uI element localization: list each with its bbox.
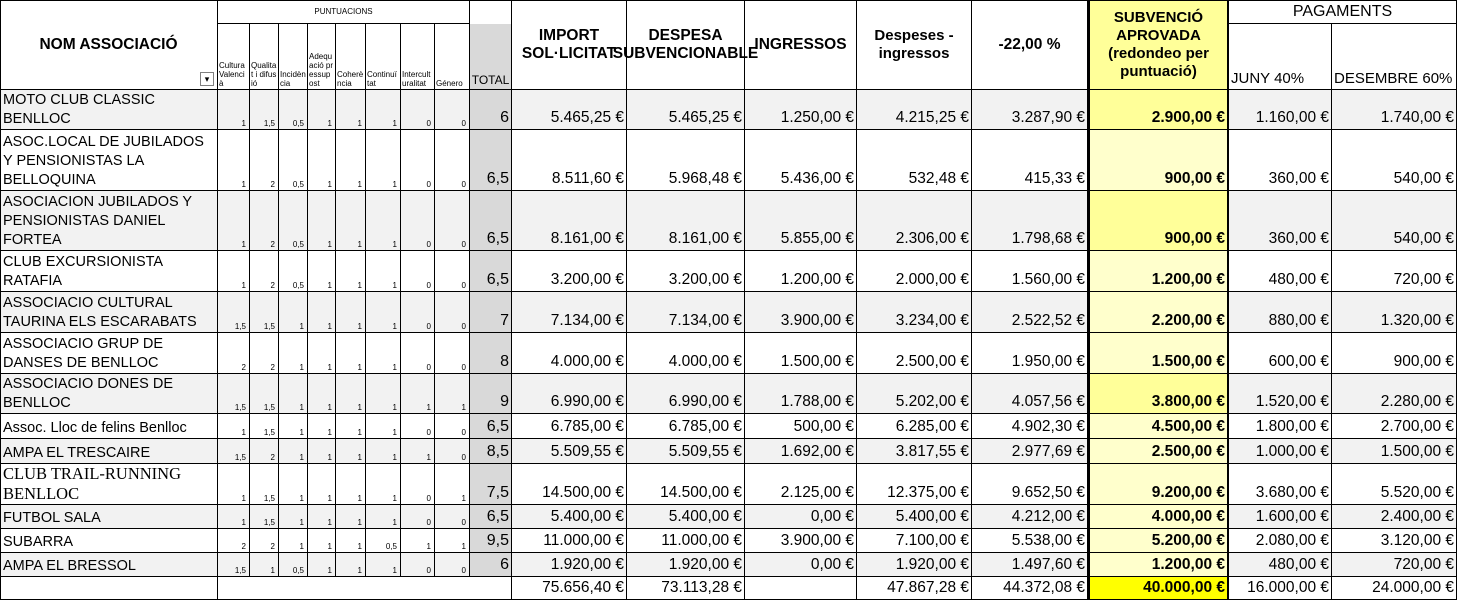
header-criteri-4[interactable]: Adequació pressupost (308, 24, 336, 90)
total-cell[interactable]: 6,5 (470, 191, 512, 251)
total-cell[interactable]: 8,5 (470, 439, 512, 464)
despesa-subvencionable-cell[interactable]: 5.968,48 € (627, 130, 745, 191)
score-cell[interactable]: 0 (401, 505, 435, 529)
score-cell[interactable]: 1 (366, 191, 401, 251)
association-name[interactable]: Assoc. Lloc de felins Benlloc (0, 414, 218, 439)
score-cell[interactable]: 1 (218, 191, 250, 251)
import-solicitat-cell[interactable]: 6.990,00 € (512, 374, 627, 414)
score-cell[interactable]: 0 (401, 90, 435, 130)
despesa-subvencionable-cell[interactable]: 1.920,00 € (627, 553, 745, 577)
juny-40-cell[interactable]: 1.000,00 € (1229, 439, 1332, 464)
despeses-ingressos-cell[interactable]: 5.400,00 € (857, 505, 972, 529)
score-cell[interactable]: 1,5 (250, 90, 279, 130)
score-cell[interactable]: 1 (218, 464, 250, 505)
score-cell[interactable]: 0,5 (279, 90, 308, 130)
association-name[interactable]: SUBARRA (0, 529, 218, 553)
subvencio-aprovada-cell[interactable]: 2.200,00 € (1088, 292, 1229, 333)
desembre-60-cell[interactable]: 720,00 € (1332, 251, 1457, 292)
ingressos-cell[interactable]: 5.855,00 € (745, 191, 857, 251)
score-cell[interactable]: 1 (279, 292, 308, 333)
total-cell[interactable]: 7 (470, 292, 512, 333)
percent-22-cell[interactable]: 2.977,69 € (972, 439, 1088, 464)
score-cell[interactable]: 0 (401, 251, 435, 292)
total-import-solicitat[interactable]: 75.656,40 € (512, 577, 627, 600)
score-cell[interactable]: 1 (308, 414, 336, 439)
header-criteri-2[interactable]: Qualitat i difusió (250, 24, 279, 90)
score-cell[interactable]: 0,5 (279, 553, 308, 577)
subvencio-aprovada-cell[interactable]: 900,00 € (1088, 130, 1229, 191)
score-cell[interactable]: 2 (250, 130, 279, 191)
juny-40-cell[interactable]: 1.520,00 € (1229, 374, 1332, 414)
score-cell[interactable]: 1 (366, 374, 401, 414)
score-cell[interactable]: 1 (401, 529, 435, 553)
juny-40-cell[interactable]: 880,00 € (1229, 292, 1332, 333)
ingressos-cell[interactable]: 1.200,00 € (745, 251, 857, 292)
score-cell[interactable]: 0 (401, 191, 435, 251)
juny-40-cell[interactable]: 360,00 € (1229, 130, 1332, 191)
score-cell[interactable]: 1 (366, 414, 401, 439)
score-cell[interactable]: 1 (401, 374, 435, 414)
score-cell[interactable]: 2 (250, 439, 279, 464)
despeses-ingressos-cell[interactable]: 6.285,00 € (857, 414, 972, 439)
header-criteri-7[interactable]: Interculturalitat (401, 24, 435, 90)
ingressos-cell[interactable]: 1.250,00 € (745, 90, 857, 130)
score-cell[interactable]: 1,5 (250, 374, 279, 414)
total-desembre-60[interactable]: 24.000,00 € (1332, 577, 1457, 600)
despeses-ingressos-cell[interactable]: 12.375,00 € (857, 464, 972, 505)
score-cell[interactable]: 1 (308, 130, 336, 191)
despeses-ingressos-cell[interactable]: 3.817,55 € (857, 439, 972, 464)
header-criteri-1[interactable]: Cultura Valencià (218, 24, 250, 90)
desembre-60-cell[interactable]: 1.740,00 € (1332, 90, 1457, 130)
despesa-subvencionable-cell[interactable]: 5.465,25 € (627, 90, 745, 130)
score-cell[interactable]: 1 (366, 439, 401, 464)
total-ingressos[interactable] (745, 577, 857, 600)
despesa-subvencionable-cell[interactable]: 4.000,00 € (627, 333, 745, 374)
score-cell[interactable]: 1 (435, 464, 470, 505)
despesa-subvencionable-cell[interactable]: 3.200,00 € (627, 251, 745, 292)
ingressos-cell[interactable]: 3.900,00 € (745, 529, 857, 553)
score-cell[interactable]: 1 (336, 505, 366, 529)
score-cell[interactable]: 1 (435, 529, 470, 553)
score-cell[interactable]: 1 (336, 414, 366, 439)
score-cell[interactable]: 1 (218, 90, 250, 130)
percent-22-cell[interactable]: 4.902,30 € (972, 414, 1088, 439)
despeses-ingressos-cell[interactable]: 5.202,00 € (857, 374, 972, 414)
ingressos-cell[interactable]: 0,00 € (745, 553, 857, 577)
score-cell[interactable]: 2 (250, 333, 279, 374)
desembre-60-cell[interactable]: 3.120,00 € (1332, 529, 1457, 553)
total-cell[interactable]: 9 (470, 374, 512, 414)
ingressos-cell[interactable]: 1.692,00 € (745, 439, 857, 464)
score-cell[interactable]: 1 (336, 464, 366, 505)
score-cell[interactable]: 1,5 (218, 439, 250, 464)
association-name[interactable]: CLUB TRAIL-RUNNING BENLLOC (0, 464, 218, 505)
score-cell[interactable]: 1 (308, 90, 336, 130)
subvencio-aprovada-cell[interactable]: 4.500,00 € (1088, 414, 1229, 439)
score-cell[interactable]: 1 (366, 464, 401, 505)
despeses-ingressos-cell[interactable]: 532,48 € (857, 130, 972, 191)
score-cell[interactable]: 1 (308, 333, 336, 374)
total-despeses-ingressos[interactable]: 47.867,28 € (857, 577, 972, 600)
header-criteri-8[interactable]: Género (435, 24, 470, 90)
association-name[interactable]: FUTBOL SALA (0, 505, 218, 529)
subvencio-aprovada-cell[interactable]: 4.000,00 € (1088, 505, 1229, 529)
juny-40-cell[interactable]: 1.800,00 € (1229, 414, 1332, 439)
despeses-ingressos-cell[interactable]: 4.215,25 € (857, 90, 972, 130)
score-cell[interactable]: 1 (279, 439, 308, 464)
percent-22-cell[interactable]: 5.538,00 € (972, 529, 1088, 553)
ingressos-cell[interactable]: 5.436,00 € (745, 130, 857, 191)
percent-22-cell[interactable]: 3.287,90 € (972, 90, 1088, 130)
import-solicitat-cell[interactable]: 5.509,55 € (512, 439, 627, 464)
score-cell[interactable]: 1,5 (250, 414, 279, 439)
total-despesa-subvencionable[interactable]: 73.113,28 € (627, 577, 745, 600)
score-cell[interactable]: 1 (308, 505, 336, 529)
total-cell[interactable]: 6,5 (470, 130, 512, 191)
total-cell[interactable]: 8 (470, 333, 512, 374)
ingressos-cell[interactable]: 0,00 € (745, 505, 857, 529)
desembre-60-cell[interactable]: 2.700,00 € (1332, 414, 1457, 439)
score-cell[interactable]: 1 (366, 251, 401, 292)
header-criteri-6[interactable]: Continuïtat (366, 24, 401, 90)
import-solicitat-cell[interactable]: 8.511,60 € (512, 130, 627, 191)
percent-22-cell[interactable]: 1.560,00 € (972, 251, 1088, 292)
score-cell[interactable]: 1 (336, 130, 366, 191)
despeses-ingressos-cell[interactable]: 2.000,00 € (857, 251, 972, 292)
score-cell[interactable]: 2 (250, 191, 279, 251)
import-solicitat-cell[interactable]: 7.134,00 € (512, 292, 627, 333)
ingressos-cell[interactable]: 2.125,00 € (745, 464, 857, 505)
header-juny[interactable]: JUNY 40% (1229, 24, 1332, 90)
score-cell[interactable]: 1 (336, 439, 366, 464)
score-cell[interactable]: 1 (366, 130, 401, 191)
despesa-subvencionable-cell[interactable]: 6.785,00 € (627, 414, 745, 439)
despesa-subvencionable-cell[interactable]: 11.000,00 € (627, 529, 745, 553)
totals-score-cell[interactable] (218, 577, 512, 600)
despesa-subvencionable-cell[interactable]: 8.161,00 € (627, 191, 745, 251)
score-cell[interactable]: 1 (308, 439, 336, 464)
despeses-ingressos-cell[interactable]: 7.100,00 € (857, 529, 972, 553)
score-cell[interactable]: 0,5 (279, 251, 308, 292)
juny-40-cell[interactable]: 360,00 € (1229, 191, 1332, 251)
subvencio-aprovada-cell[interactable]: 1.500,00 € (1088, 333, 1229, 374)
import-solicitat-cell[interactable]: 3.200,00 € (512, 251, 627, 292)
total-percent-22[interactable]: 44.372,08 € (972, 577, 1088, 600)
juny-40-cell[interactable]: 1.600,00 € (1229, 505, 1332, 529)
header-desembre[interactable]: DESEMBRE 60% (1332, 24, 1457, 90)
score-cell[interactable]: 1 (279, 414, 308, 439)
desembre-60-cell[interactable]: 1.500,00 € (1332, 439, 1457, 464)
header-ingressos[interactable]: INGRESSOS (745, 0, 857, 90)
score-cell[interactable]: 1 (401, 439, 435, 464)
percent-22-cell[interactable]: 1.497,60 € (972, 553, 1088, 577)
score-cell[interactable]: 2 (250, 251, 279, 292)
total-cell[interactable]: 6,5 (470, 251, 512, 292)
import-solicitat-cell[interactable]: 5.465,25 € (512, 90, 627, 130)
header-despeses-ingressos[interactable]: Despeses - ingressos (857, 0, 972, 90)
score-cell[interactable]: 0 (435, 333, 470, 374)
score-cell[interactable]: 1 (279, 464, 308, 505)
score-cell[interactable]: 1 (336, 251, 366, 292)
score-cell[interactable]: 2 (218, 529, 250, 553)
association-name[interactable]: MOTO CLUB CLASSIC BENLLOC (0, 90, 218, 130)
score-cell[interactable]: 0 (401, 130, 435, 191)
desembre-60-cell[interactable]: 2.400,00 € (1332, 505, 1457, 529)
score-cell[interactable]: 1 (366, 292, 401, 333)
ingressos-cell[interactable]: 3.900,00 € (745, 292, 857, 333)
subvencio-aprovada-cell[interactable]: 1.200,00 € (1088, 553, 1229, 577)
score-cell[interactable]: 1 (250, 553, 279, 577)
score-cell[interactable]: 1 (366, 505, 401, 529)
score-cell[interactable]: 2 (218, 333, 250, 374)
score-cell[interactable]: 1 (308, 292, 336, 333)
desembre-60-cell[interactable]: 540,00 € (1332, 191, 1457, 251)
score-cell[interactable]: 1 (279, 374, 308, 414)
despeses-ingressos-cell[interactable]: 2.306,00 € (857, 191, 972, 251)
percent-22-cell[interactable]: 415,33 € (972, 130, 1088, 191)
juny-40-cell[interactable]: 2.080,00 € (1229, 529, 1332, 553)
subvencio-aprovada-cell[interactable]: 1.200,00 € (1088, 251, 1229, 292)
juny-40-cell[interactable]: 1.160,00 € (1229, 90, 1332, 130)
header-pagaments[interactable]: PAGAMENTS (1229, 0, 1457, 24)
score-cell[interactable]: 1,5 (250, 464, 279, 505)
score-cell[interactable]: 1 (279, 505, 308, 529)
percent-22-cell[interactable]: 4.057,56 € (972, 374, 1088, 414)
score-cell[interactable]: 1 (366, 553, 401, 577)
association-name[interactable]: AMPA EL BRESSOL (0, 553, 218, 577)
score-cell[interactable]: 1 (336, 553, 366, 577)
totals-label-cell[interactable] (0, 577, 218, 600)
score-cell[interactable]: 1 (336, 191, 366, 251)
score-cell[interactable]: 1 (366, 333, 401, 374)
score-cell[interactable]: 0,5 (279, 191, 308, 251)
header-total-label: TOTAL (470, 24, 511, 89)
score-cell[interactable]: 1 (336, 333, 366, 374)
score-cell[interactable]: 0 (435, 292, 470, 333)
subvencio-aprovada-cell[interactable]: 5.200,00 € (1088, 529, 1229, 553)
association-name[interactable]: ASOCIACION JUBILADOS Y PENSIONISTAS DANIEL FORTEA (0, 191, 218, 251)
association-name[interactable]: AMPA EL TRESCAIRE (0, 439, 218, 464)
association-name[interactable]: CLUB EXCURSIONISTA RATAFIA (0, 251, 218, 292)
score-cell[interactable]: 0 (401, 333, 435, 374)
total-subvencio-aprovada[interactable]: 40.000,00 € (1088, 577, 1229, 600)
score-cell[interactable]: 1 (218, 130, 250, 191)
score-cell[interactable]: 1 (218, 414, 250, 439)
score-cell[interactable]: 1 (308, 553, 336, 577)
score-cell[interactable]: 1 (218, 251, 250, 292)
juny-40-cell[interactable]: 600,00 € (1229, 333, 1332, 374)
score-cell[interactable]: 1 (336, 529, 366, 553)
desembre-60-cell[interactable]: 540,00 € (1332, 130, 1457, 191)
percent-22-cell[interactable]: 1.950,00 € (972, 333, 1088, 374)
desembre-60-cell[interactable]: 720,00 € (1332, 553, 1457, 577)
despeses-ingressos-cell[interactable]: 1.920,00 € (857, 553, 972, 577)
score-cell[interactable]: 1 (336, 374, 366, 414)
despesa-subvencionable-cell[interactable]: 5.400,00 € (627, 505, 745, 529)
percent-22-cell[interactable]: 2.522,52 € (972, 292, 1088, 333)
subvencio-aprovada-cell[interactable]: 900,00 € (1088, 191, 1229, 251)
total-cell[interactable]: 6 (470, 90, 512, 130)
score-cell[interactable]: 1 (308, 374, 336, 414)
header-criteri-5[interactable]: Coherència (336, 24, 366, 90)
ingressos-cell[interactable]: 1.500,00 € (745, 333, 857, 374)
score-cell[interactable]: 1,5 (250, 292, 279, 333)
subvencio-aprovada-cell[interactable]: 2.500,00 € (1088, 439, 1229, 464)
score-cell[interactable]: 0 (401, 292, 435, 333)
subvencio-aprovada-cell[interactable]: 9.200,00 € (1088, 464, 1229, 505)
association-name[interactable]: ASSOCIACIO DONES DE BENLLOC (0, 374, 218, 414)
header-puntuacions[interactable]: PUNTUACIONS (218, 0, 470, 24)
outer-left-border (0, 0, 1, 600)
despesa-subvencionable-cell[interactable]: 5.509,55 € (627, 439, 745, 464)
score-cell[interactable]: 0 (401, 553, 435, 577)
dropdown-arrow-icon: ▾ (204, 73, 210, 84)
score-cell[interactable]: 0,5 (366, 529, 401, 553)
score-cell[interactable]: 1 (218, 505, 250, 529)
filter-dropdown-button[interactable] (200, 72, 214, 86)
score-cell[interactable]: 0 (435, 130, 470, 191)
header-percent[interactable]: -22,00 % (972, 0, 1088, 90)
header-import-solicitat[interactable]: IMPORT SOL·LICITAT (512, 0, 627, 90)
score-cell[interactable]: 0,5 (279, 130, 308, 191)
despesa-subvencionable-cell[interactable]: 6.990,00 € (627, 374, 745, 414)
score-cell[interactable]: 1,5 (250, 505, 279, 529)
subvencio-aprovada-cell[interactable]: 3.800,00 € (1088, 374, 1229, 414)
total-cell[interactable]: 9,5 (470, 529, 512, 553)
juny-40-cell[interactable]: 3.680,00 € (1229, 464, 1332, 505)
import-solicitat-cell[interactable]: 14.500,00 € (512, 464, 627, 505)
desembre-60-cell[interactable]: 5.520,00 € (1332, 464, 1457, 505)
score-cell[interactable]: 1 (366, 90, 401, 130)
despeses-ingressos-cell[interactable]: 2.500,00 € (857, 333, 972, 374)
despesa-subvencionable-cell[interactable]: 14.500,00 € (627, 464, 745, 505)
score-cell[interactable]: 1,5 (218, 553, 250, 577)
import-solicitat-cell[interactable]: 1.920,00 € (512, 553, 627, 577)
ingressos-cell[interactable]: 500,00 € (745, 414, 857, 439)
association-name[interactable]: ASSOCIACIO CULTURAL TAURINA ELS ESCARABATS (0, 292, 218, 333)
desembre-60-cell[interactable]: 2.280,00 € (1332, 374, 1457, 414)
association-name[interactable]: ASSOCIACIO GRUP DE DANSES DE BENLLOC (0, 333, 218, 374)
score-cell[interactable]: 1 (279, 529, 308, 553)
header-total[interactable] (470, 0, 512, 90)
percent-22-cell[interactable]: 4.212,00 € (972, 505, 1088, 529)
desembre-60-cell[interactable]: 1.320,00 € (1332, 292, 1457, 333)
score-cell[interactable]: 0 (435, 90, 470, 130)
percent-22-cell[interactable]: 9.652,50 € (972, 464, 1088, 505)
header-nom-associacio[interactable]: NOM ASSOCIACIÓ (0, 0, 218, 90)
header-criteri-3[interactable]: Incidència (279, 24, 308, 90)
header-subvencio-aprovada[interactable]: SUBVENCIÓ APROVADA (redondeo per puntuació) (1088, 0, 1229, 90)
subvencio-aprovada-cell[interactable]: 2.900,00 € (1088, 90, 1229, 130)
total-cell[interactable]: 6,5 (470, 414, 512, 439)
score-cell[interactable]: 1 (279, 333, 308, 374)
total-cell[interactable]: 6,5 (470, 505, 512, 529)
association-name[interactable]: ASOC.LOCAL DE JUBILADOS Y PENSIONISTAS LA BELLOQUINA (0, 130, 218, 191)
score-cell[interactable]: 0 (435, 414, 470, 439)
percent-22-cell[interactable]: 1.798,68 € (972, 191, 1088, 251)
score-cell[interactable]: 0 (435, 505, 470, 529)
juny-40-cell[interactable]: 480,00 € (1229, 553, 1332, 577)
score-cell[interactable]: 0 (435, 439, 470, 464)
total-cell[interactable]: 7,5 (470, 464, 512, 505)
import-solicitat-cell[interactable]: 5.400,00 € (512, 505, 627, 529)
score-cell[interactable]: 1,5 (218, 374, 250, 414)
score-cell[interactable]: 1 (308, 464, 336, 505)
import-solicitat-cell[interactable]: 6.785,00 € (512, 414, 627, 439)
score-cell[interactable]: 1,5 (218, 292, 250, 333)
score-cell[interactable]: 2 (250, 529, 279, 553)
score-cell[interactable]: 0 (435, 251, 470, 292)
score-cell[interactable]: 1 (308, 251, 336, 292)
score-cell[interactable]: 0 (401, 464, 435, 505)
score-cell[interactable]: 1 (308, 191, 336, 251)
score-cell[interactable]: 1 (308, 529, 336, 553)
score-cell[interactable]: 0 (401, 414, 435, 439)
import-solicitat-cell[interactable]: 8.161,00 € (512, 191, 627, 251)
score-cell[interactable]: 1 (336, 292, 366, 333)
score-cell[interactable]: 0 (435, 191, 470, 251)
total-cell[interactable]: 6 (470, 553, 512, 577)
ingressos-cell[interactable]: 1.788,00 € (745, 374, 857, 414)
juny-40-cell[interactable]: 480,00 € (1229, 251, 1332, 292)
outer-top-border (0, 0, 1457, 1)
score-cell[interactable]: 1 (336, 90, 366, 130)
import-solicitat-cell[interactable]: 11.000,00 € (512, 529, 627, 553)
score-cell[interactable]: 1 (435, 374, 470, 414)
header-despesa-subvencionable[interactable]: DESPESA SUBVENCIONABLE (627, 0, 745, 90)
desembre-60-cell[interactable]: 900,00 € (1332, 333, 1457, 374)
score-cell[interactable]: 0 (435, 553, 470, 577)
despesa-subvencionable-cell[interactable]: 7.134,00 € (627, 292, 745, 333)
total-juny-40[interactable]: 16.000,00 € (1229, 577, 1332, 600)
import-solicitat-cell[interactable]: 4.000,00 € (512, 333, 627, 374)
despeses-ingressos-cell[interactable]: 3.234,00 € (857, 292, 972, 333)
